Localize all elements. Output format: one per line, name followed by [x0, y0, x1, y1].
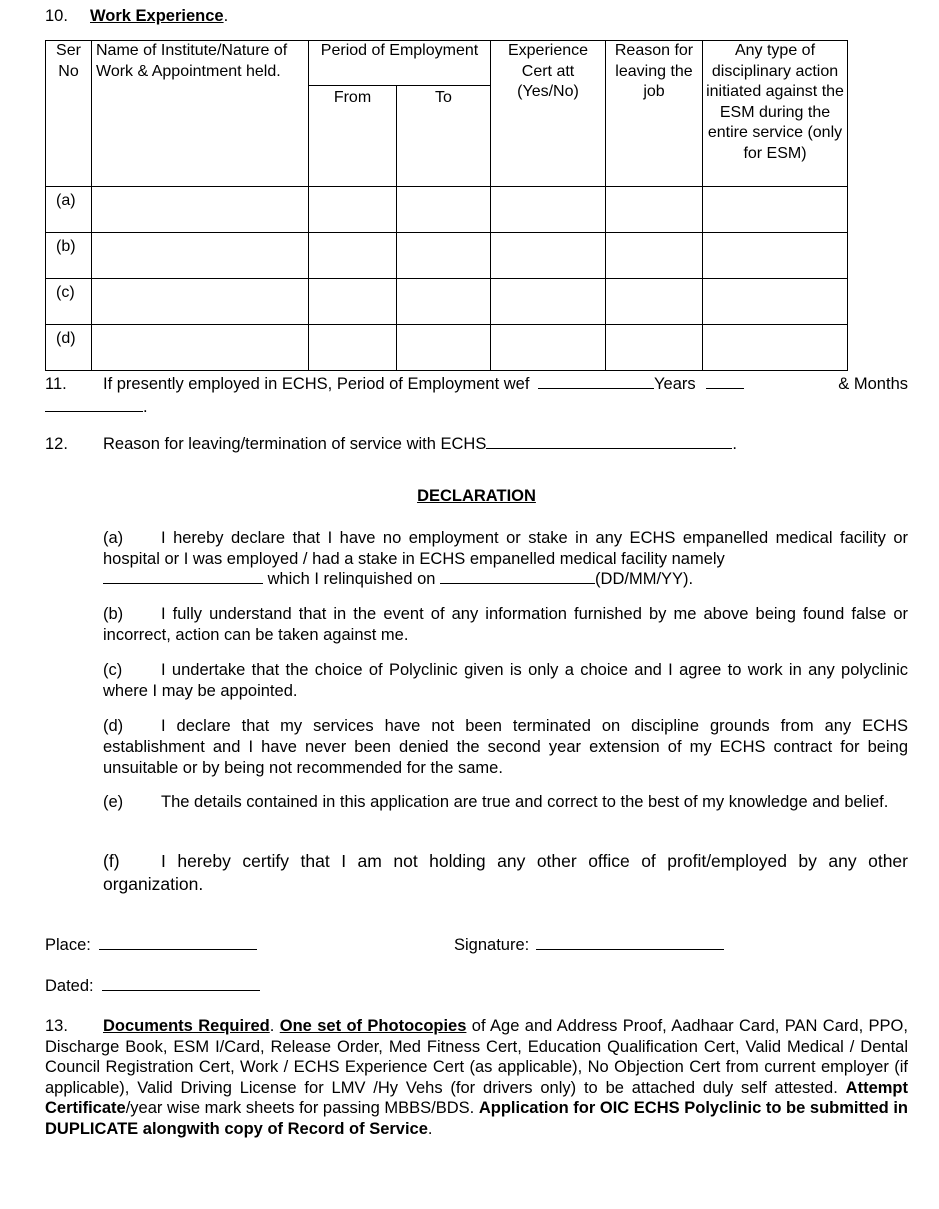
- table-cell[interactable]: [92, 187, 309, 233]
- table-cell[interactable]: [309, 233, 397, 279]
- section-12: 12. Reason for leaving/termination of service with ECHS .: [45, 435, 737, 453]
- item-tag: (a): [103, 529, 124, 547]
- section-number: 13.: [45, 1017, 68, 1035]
- relinquished-date-field[interactable]: [440, 569, 595, 584]
- declaration-title: DECLARATION: [417, 487, 536, 505]
- table-cell[interactable]: [397, 187, 491, 233]
- table-cell[interactable]: [397, 233, 491, 279]
- years-field[interactable]: [706, 374, 744, 389]
- table-cell[interactable]: [309, 279, 397, 325]
- table-cell[interactable]: [606, 279, 703, 325]
- declaration-c: (c) I undertake that the choice of Polyclinic given is only a choice and I agree to work in any polyclinic where I may be appointed.: [103, 661, 908, 700]
- table-cell[interactable]: [92, 325, 309, 371]
- section-10-heading: 10. Work Experience.: [45, 7, 229, 25]
- place-row: [45, 934, 257, 956]
- facility-name-field[interactable]: [103, 569, 263, 584]
- months-label: & Months: [838, 375, 908, 393]
- section-13-title: Documents Required: [103, 1017, 270, 1035]
- table-cell[interactable]: [491, 279, 606, 325]
- work-experience-table: [45, 40, 848, 371]
- table-cell[interactable]: [92, 233, 309, 279]
- header-to: To: [397, 86, 491, 187]
- months-line: .: [45, 397, 148, 417]
- header-institute: Name of Institute/Nature of Work & Appointment held.: [92, 41, 309, 187]
- item-tag: (b): [103, 605, 124, 623]
- table-row: [46, 187, 848, 233]
- declaration-a-line3: which I relinquished on (DD/MM/YY).: [103, 569, 693, 590]
- item-tag: (c): [103, 661, 123, 679]
- row-label: (c): [46, 279, 92, 325]
- row-label: (d): [46, 325, 92, 371]
- section-11: [45, 373, 908, 395]
- header-from: From: [309, 86, 397, 187]
- row-label: (a): [46, 187, 92, 233]
- declaration-a: (a) I hereby declare that I have no employment or stake in any ECHS empanelled medical facility or hospital or I was employed / had a stake in ECHS empanelled medical facility namely: [103, 529, 908, 568]
- table-cell[interactable]: [309, 325, 397, 371]
- header-period: Period of Employment: [309, 41, 491, 86]
- section-11-text: If presently employed in ECHS, Period of Employment wef: [103, 375, 530, 393]
- employment-wef-field[interactable]: [538, 374, 654, 389]
- header-disciplinary: Any type of disciplinary action initiated against the ESM during the entire service (only for ESM): [703, 41, 848, 187]
- table-cell[interactable]: [491, 325, 606, 371]
- table-row: [46, 279, 848, 325]
- declaration-b: (b) I fully understand that in the event of any information furnished by me above being found false or incorrect, action can be taken against me.: [103, 605, 908, 644]
- item-tag: (d): [103, 717, 124, 735]
- table-cell[interactable]: [309, 187, 397, 233]
- section-number: 12.: [45, 435, 68, 453]
- table-cell[interactable]: [491, 233, 606, 279]
- table-row: [46, 233, 848, 279]
- signature-field[interactable]: [536, 935, 724, 950]
- section-12-text: Reason for leaving/termination of service with ECHS: [103, 435, 487, 453]
- table-row: [46, 325, 848, 371]
- table-cell[interactable]: [606, 233, 703, 279]
- attempt-certificate: Attempt Certificate: [45, 1078, 908, 1117]
- place-field[interactable]: [99, 935, 257, 950]
- place-label: Place:: [45, 936, 91, 954]
- section-13: 13. Documents Required. One set of Photocopies of Age and Address Proof, Aadhaar Card, PAN Card, PPO, Discharge Book, ESM I/Card, Release Order, Med Fitness Cert, Education Qualification Cert, Valid Medical / Dental Council Registration Cert, Work / ECHS Experience Cert (as applicable), No Objection Cert from current employer (if applicable), Valid Driving License for LMV /Hy Vehs (for drivers only) to be attached duly self attested. Attempt Certificate/year wise mark sheets for passing MBBS/BDS. Application for OIC ECHS Polyclinic to be submitted in DUPLICATE alongwith copy of Record of Service.: [45, 1017, 908, 1138]
- section-number: 11.: [45, 375, 67, 393]
- table-cell[interactable]: [606, 325, 703, 371]
- photocopies-label: One set of Photocopies: [279, 1017, 467, 1035]
- table-cell[interactable]: [703, 279, 848, 325]
- item-tag: (f): [103, 851, 120, 871]
- years-label: Years: [654, 375, 696, 393]
- dated-field[interactable]: [102, 976, 260, 991]
- table-cell[interactable]: [397, 325, 491, 371]
- dated-row: [45, 975, 260, 997]
- declaration-e: (e) The details contained in this application are true and correct to the best of my knowledge and belief.: [103, 793, 889, 811]
- declaration-d: (d) I declare that my services have not been terminated on discipline grounds from any ECHS establishment and I have never been denied the second year extension of my ECHS contract for being unsuitable or by being not recommended for the same.: [103, 717, 908, 777]
- header-experience-cert: Experience Cert att (Yes/No): [491, 41, 606, 187]
- table-cell[interactable]: [703, 187, 848, 233]
- dated-label: Dated:: [45, 977, 94, 995]
- application-note: Application for OIC ECHS Polyclinic to be submitted in DUPLICATE alongwith copy of Record of Service: [45, 1099, 908, 1138]
- table-cell[interactable]: [491, 187, 606, 233]
- header-reason: Reason for leaving the job: [606, 41, 703, 187]
- months-field[interactable]: [45, 397, 143, 412]
- table-cell[interactable]: [397, 279, 491, 325]
- item-tag: (e): [103, 793, 124, 811]
- row-label: (b): [46, 233, 92, 279]
- table-cell[interactable]: [703, 233, 848, 279]
- table-cell[interactable]: [606, 187, 703, 233]
- table-cell[interactable]: [92, 279, 309, 325]
- declaration-f: (f) I hereby certify that I am not holding any other office of profit/employed by any other organization.: [103, 851, 908, 894]
- signature-label: Signature:: [454, 936, 530, 954]
- section-number: 10.: [45, 7, 68, 25]
- reason-leaving-field[interactable]: [486, 434, 732, 449]
- signature-row: [454, 934, 724, 956]
- table-cell[interactable]: [703, 325, 848, 371]
- section-title: Work Experience: [90, 7, 224, 25]
- header-ser-no: Ser No: [46, 41, 92, 187]
